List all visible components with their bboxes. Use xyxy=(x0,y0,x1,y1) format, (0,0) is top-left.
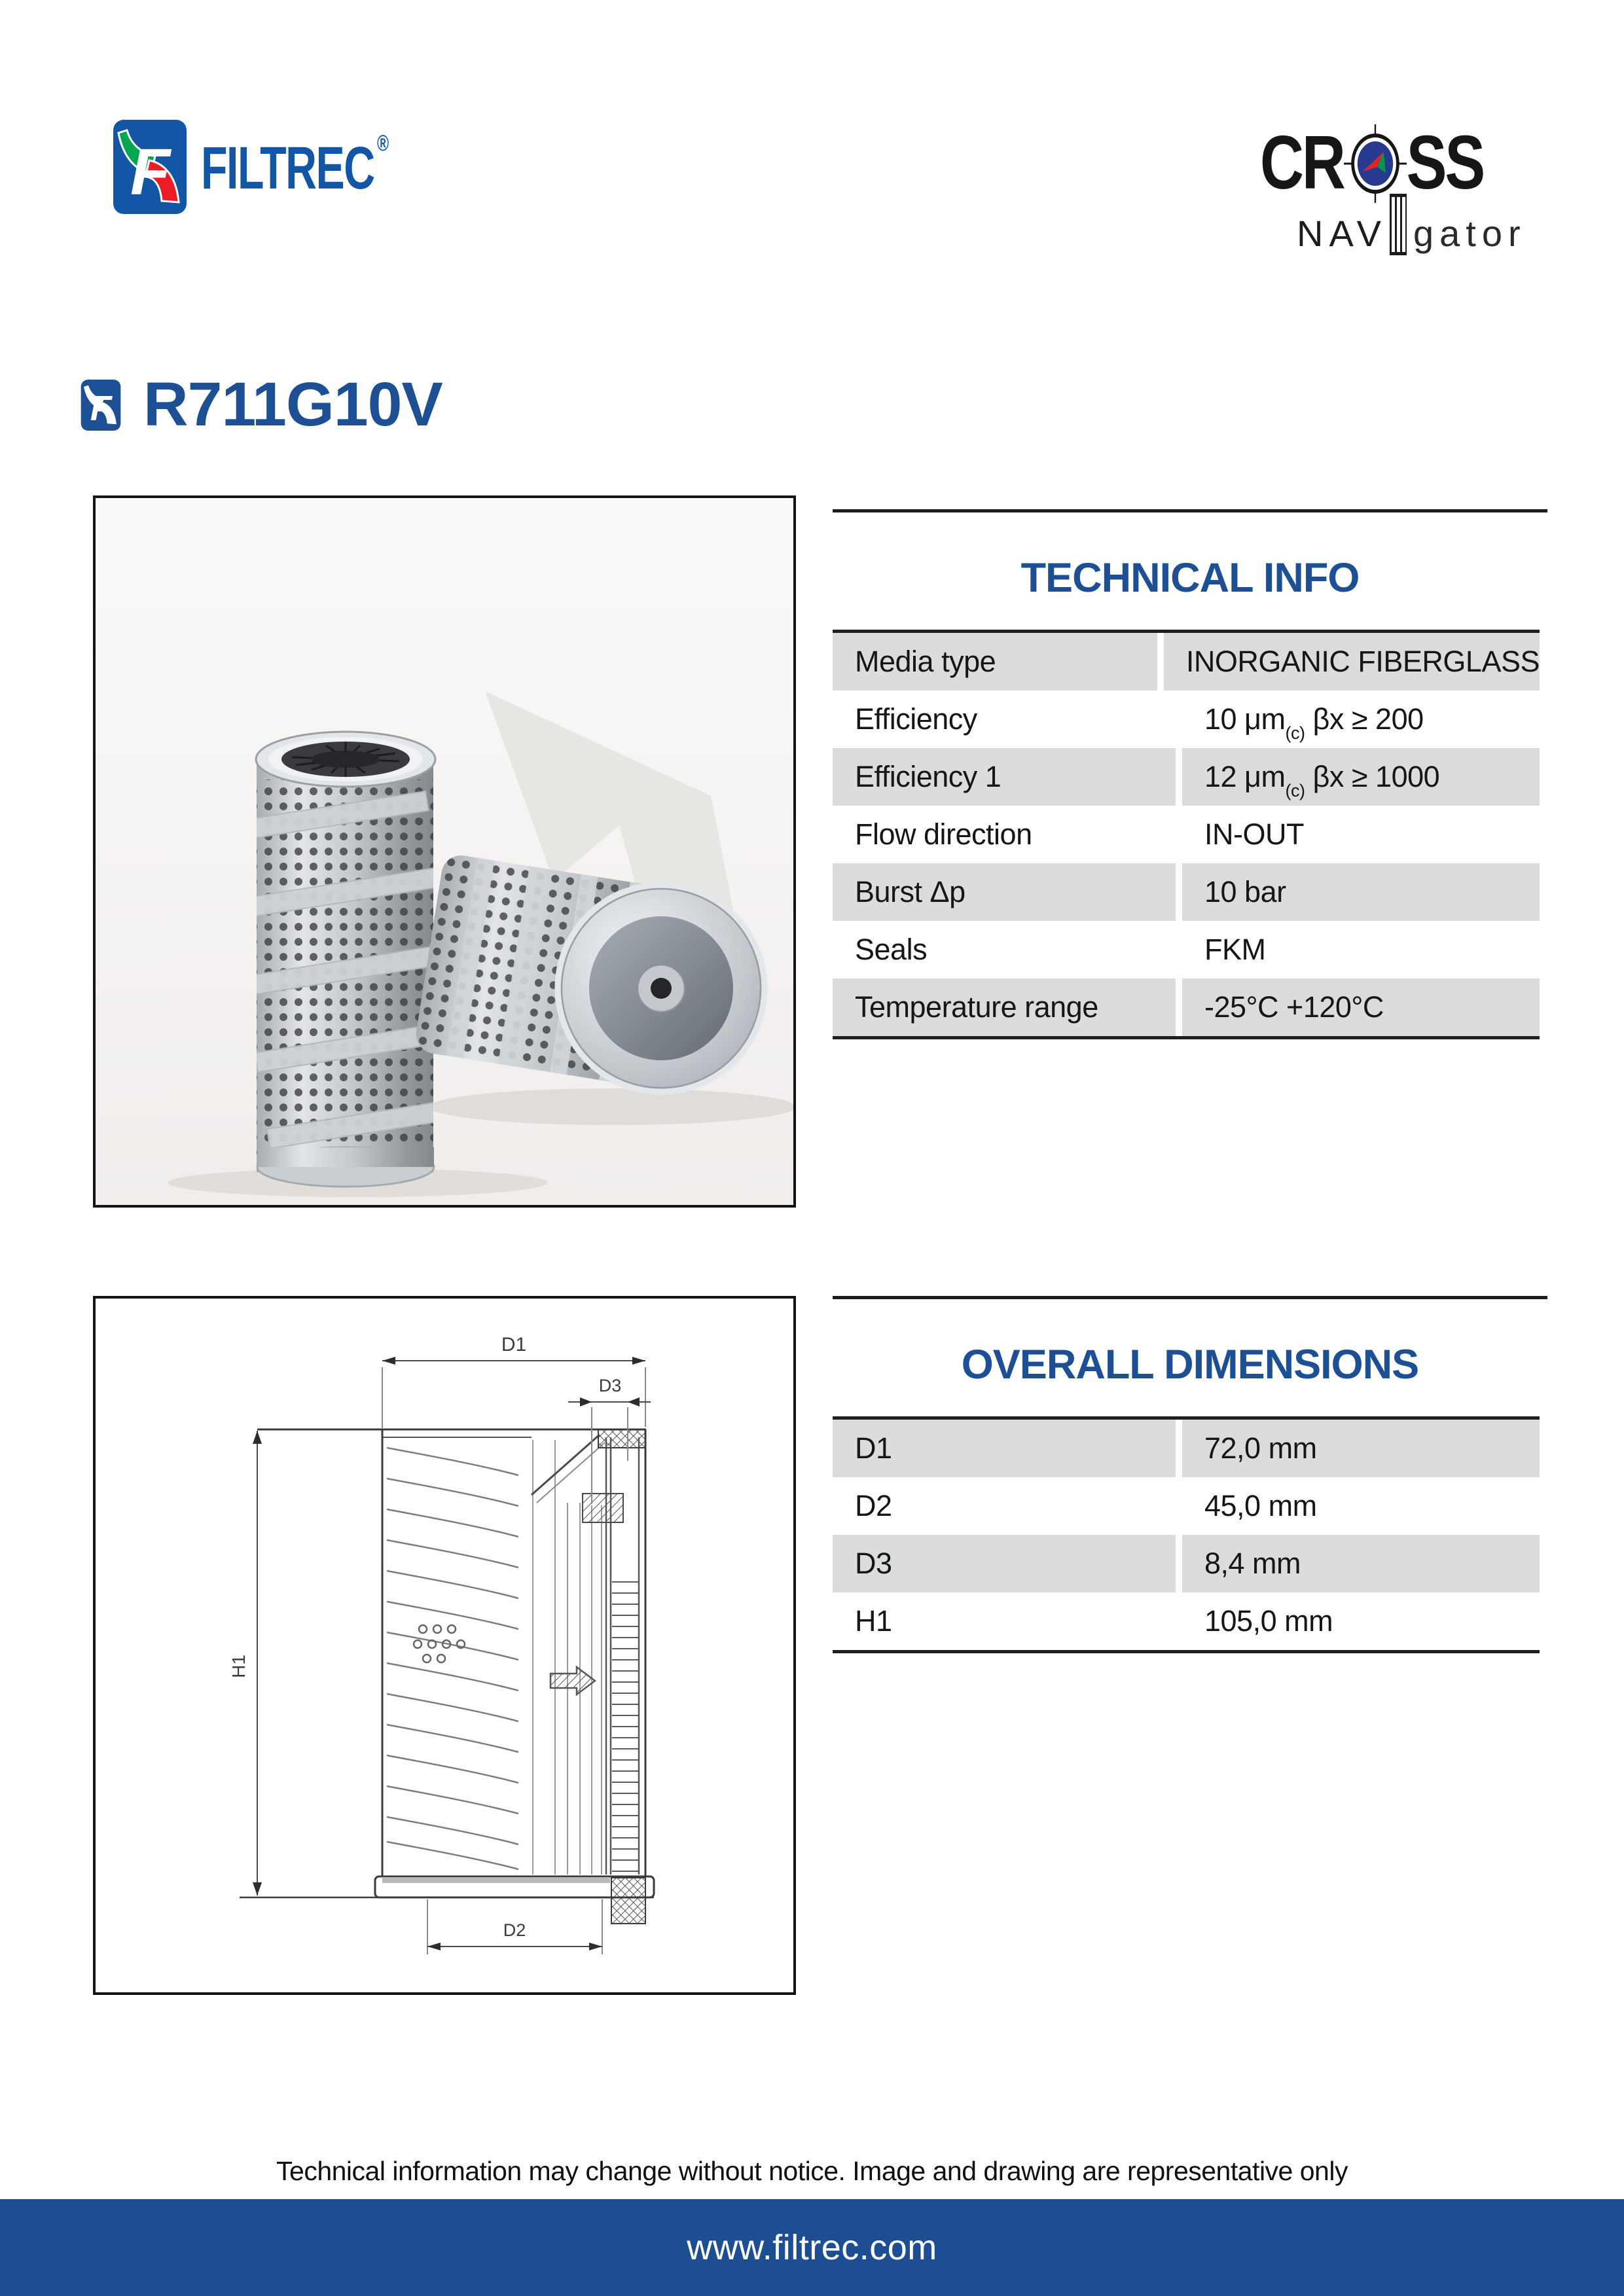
footer-bar xyxy=(0,2199,1624,2296)
table-row xyxy=(833,691,1540,748)
row-value: 8,4 mm xyxy=(1204,1547,1301,1581)
dimension-d2 xyxy=(427,1899,602,1954)
table-row xyxy=(833,1535,1540,1592)
row-label: D3 xyxy=(855,1547,892,1581)
section-divider xyxy=(833,509,1547,512)
table-row xyxy=(833,1592,1540,1650)
cross-navigator-logo xyxy=(1260,122,1539,264)
row-value: FKM xyxy=(1204,933,1266,967)
filtrec-logo xyxy=(113,120,462,214)
product-title-row xyxy=(81,370,442,439)
technical-info-heading: TECHNICAL INFO xyxy=(1020,555,1360,601)
overall-dimensions-section xyxy=(833,1296,1547,1653)
dim-label-d3: D3 xyxy=(598,1376,622,1395)
row-value: INORGANIC FIBERGLASS xyxy=(1185,645,1540,679)
table-row xyxy=(833,633,1540,691)
table-row xyxy=(833,1477,1540,1535)
row-label: Seals xyxy=(855,933,928,967)
table-row xyxy=(833,921,1540,978)
row-value: 12 $\mu m_{(c)}$ βx ≥ 1000 xyxy=(1204,760,1440,801)
row-label: Efficiency 1 xyxy=(855,760,1001,794)
row-label: D2 xyxy=(855,1489,892,1523)
technical-drawing xyxy=(96,1299,793,1992)
row-label: Efficiency xyxy=(855,702,977,736)
dim-label-d2: D2 xyxy=(503,1920,526,1940)
filtrec-logo-icon xyxy=(113,120,187,214)
product-photo xyxy=(96,498,793,1205)
svg-text:F: F xyxy=(130,135,171,209)
cross-logo-ss: SS xyxy=(1406,120,1484,205)
column-icon xyxy=(1390,194,1407,255)
table-row xyxy=(833,863,1540,921)
website-link[interactable]: www.filtrec.com xyxy=(687,2228,937,2267)
row-value: 45,0 mm xyxy=(1204,1489,1317,1523)
table-row xyxy=(833,806,1540,863)
row-value: 72,0 mm xyxy=(1204,1431,1317,1465)
compass-icon xyxy=(1343,123,1407,204)
section-divider xyxy=(833,1296,1547,1299)
cross-logo-top-line xyxy=(1260,122,1483,203)
row-value: -25°C +120°C xyxy=(1204,990,1384,1024)
drawing-perforation-holes xyxy=(414,1625,465,1662)
row-value: IN-OUT xyxy=(1204,817,1304,852)
row-value: 105,0 mm xyxy=(1204,1604,1333,1638)
table-row xyxy=(833,978,1540,1036)
cross-logo-nav: NAV xyxy=(1297,213,1387,254)
row-label: Burst Δp xyxy=(855,875,965,909)
drawing-spiral-shell xyxy=(387,1448,518,1869)
dim-label-d1: D1 xyxy=(501,1334,527,1355)
row-label: H1 xyxy=(855,1604,892,1638)
row-label: Flow direction xyxy=(855,817,1032,852)
technical-drawing-frame xyxy=(93,1296,796,1995)
cross-logo-bottom-line xyxy=(1297,203,1539,264)
table-row xyxy=(833,1420,1540,1477)
registered-mark: ® xyxy=(376,131,389,156)
cross-logo-cr: CR xyxy=(1260,120,1344,205)
overall-dimensions-heading: OVERALL DIMENSIONS xyxy=(961,1342,1419,1388)
drawing-media-pack xyxy=(612,1573,639,1874)
dim-label-h1: H1 xyxy=(228,1655,249,1678)
technical-info-section xyxy=(833,509,1547,1039)
product-code-icon xyxy=(81,380,121,431)
row-value: 10 bar xyxy=(1204,875,1286,909)
flow-direction-arrow-icon xyxy=(550,1667,595,1695)
dimension-h1 xyxy=(228,1431,262,1895)
table-row xyxy=(833,748,1540,806)
svg-text:F: F xyxy=(90,388,112,428)
filtrec-wordmark: FILTREC ® xyxy=(201,131,389,202)
overall-dimensions-table xyxy=(833,1416,1540,1653)
technical-info-table xyxy=(833,630,1540,1039)
row-value: 10 $\mu m_{(c)}$ βx ≥ 200 xyxy=(1204,702,1424,744)
product-photo-frame xyxy=(93,495,796,1208)
page-title-product-code: R711G10V xyxy=(143,370,442,439)
cross-logo-gator: gator xyxy=(1413,213,1526,254)
row-label: Temperature range xyxy=(855,990,1098,1024)
row-label: D1 xyxy=(855,1431,892,1465)
footer-disclaimer: Technical information may change without notice. Image and drawing are representative only xyxy=(276,2156,1348,2186)
row-label: Media type xyxy=(855,645,996,679)
